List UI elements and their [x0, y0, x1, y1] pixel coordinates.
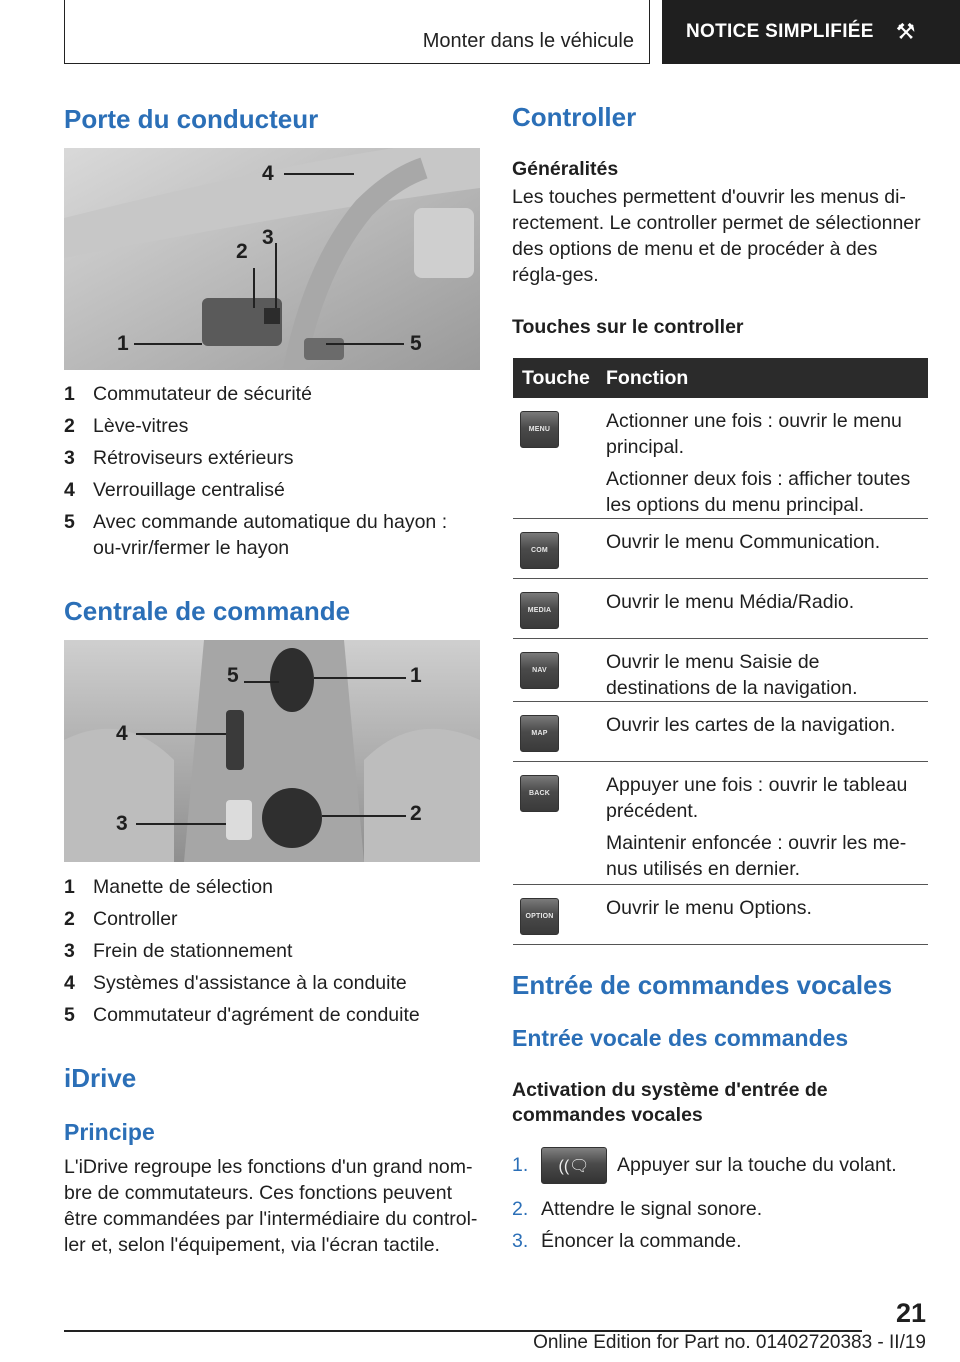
item-number: 4	[64, 479, 75, 501]
voice-command-key-icon: ((🗨	[541, 1147, 607, 1184]
list-item	[64, 506, 480, 561]
console-heading: Centrale de commande	[64, 596, 351, 626]
function-text: Ouvrir le menu Options.	[606, 897, 812, 919]
console-callout-5: 5	[227, 664, 239, 687]
door-callout-4: 4	[262, 162, 274, 185]
option-key-icon: OPTION	[520, 898, 559, 935]
column-header-function: Fonction	[606, 366, 689, 389]
function-text: Ouvrir les cartes de la navigation.	[606, 714, 896, 736]
step-number: 2.	[512, 1197, 529, 1220]
table-header	[513, 358, 928, 398]
item-text: Manette de sélection	[93, 876, 273, 898]
item-number: 5	[64, 1004, 75, 1026]
item-text: Frein de stationnement	[93, 940, 293, 962]
voice-heading: Entrée de commandes vocales	[512, 970, 893, 1000]
item-number: 2	[64, 415, 75, 437]
function-text: Maintenir enfoncée : ouvrir les me-nus utilisés en dernier.	[606, 832, 907, 880]
item-text: Commutateur de sécurité	[93, 383, 312, 405]
list-item	[512, 1138, 928, 1193]
list-item	[64, 378, 480, 410]
map-key-icon: MAP	[520, 715, 559, 752]
section-title: Monter dans le véhicule	[422, 30, 634, 52]
item-number: 3	[64, 940, 75, 962]
list-item	[512, 1225, 928, 1257]
step-number: 1.	[512, 1154, 529, 1176]
list-item	[64, 474, 480, 506]
list-item	[64, 871, 480, 903]
console-callout-2: 2	[410, 802, 422, 825]
item-number: 4	[64, 972, 75, 994]
function-text: Ouvrir le menu Saisie de destinations de la navigation.	[606, 651, 858, 699]
item-number: 3	[64, 447, 75, 469]
voice-subheading: Entrée vocale des commandes	[512, 1025, 849, 1051]
function-text: Ouvrir le menu Média/Radio.	[606, 591, 855, 613]
keys-heading: Touches sur le controller	[512, 316, 744, 338]
general-heading: Généralités	[512, 158, 619, 180]
function-text: Appuyer une fois : ouvrir le tableau précédent.	[606, 774, 908, 822]
table-row	[513, 885, 928, 945]
table-row	[513, 398, 928, 519]
item-number: 2	[64, 908, 75, 930]
step-text: Attendre le signal sonore.	[541, 1197, 763, 1220]
door-heading: Porte du conducteur	[64, 104, 319, 134]
item-number: 1	[64, 383, 75, 405]
item-number: 1	[64, 876, 75, 898]
item-text: Commutateur d'agrément de conduite	[93, 1004, 420, 1026]
idrive-paragraph: L'iDrive regroupe les fonctions d'un grand nom-bre de commutateurs. Ces fonctions peuvent être commandées par l'intermédiaire du control-ler et, selon l'équipement, via l'écran tactile.	[64, 1156, 478, 1256]
list-item	[64, 999, 480, 1031]
item-text: Controller	[93, 908, 178, 930]
column-header-key: Touche	[522, 366, 590, 389]
step-text: Énoncer la commande.	[541, 1229, 742, 1252]
general-paragraph: Les touches permettent d'ouvrir les menus di-rectement. Le controller permet de sélectionner des options de menu et de procéder à des régla-ges.	[512, 186, 921, 286]
controller-heading: Controller	[512, 102, 637, 132]
menu-key-icon: MENU	[520, 411, 559, 448]
list-item	[64, 410, 480, 442]
item-text: Avec commande automatique du hayon : ou-vrir/fermer le hayon	[93, 511, 448, 559]
door-callout-2: 2	[236, 240, 248, 263]
door-panel-photo	[64, 148, 480, 370]
list-item	[64, 442, 480, 474]
notice-tab-label: NOTICE SIMPLIFIÉE	[686, 21, 874, 42]
wrench-tool-icon: ⚒	[895, 19, 916, 44]
item-text: Systèmes d'assistance à la conduite	[93, 972, 407, 994]
function-text: Actionner deux fois : afficher toutes les options du menu principal.	[606, 468, 911, 516]
idrive-subheading: Principe	[64, 1119, 155, 1145]
item-number: 5	[64, 511, 75, 533]
function-text: Actionner une fois : ouvrir le menu principal.	[606, 410, 902, 458]
table-row	[513, 519, 928, 579]
list-item	[64, 967, 480, 999]
media-key-icon: MEDIA	[520, 592, 559, 629]
console-legend	[64, 871, 480, 1031]
step-text: Appuyer sur la touche du volant.	[617, 1154, 897, 1176]
back-key-icon: BACK	[520, 775, 559, 812]
list-item	[64, 903, 480, 935]
idrive-heading: iDrive	[64, 1063, 137, 1093]
table-row	[513, 579, 928, 639]
list-item	[64, 935, 480, 967]
activation-heading: Activation du système d'entrée de commandes vocales	[512, 1079, 828, 1126]
item-text: Lève-vitres	[93, 415, 189, 437]
table-row	[513, 702, 928, 762]
function-text: Ouvrir le menu Communication.	[606, 531, 881, 553]
table-row	[513, 639, 928, 702]
door-callout-5: 5	[410, 332, 422, 355]
step-number: 3.	[512, 1229, 529, 1252]
table-row	[513, 762, 928, 885]
com-key-icon: COM	[520, 532, 559, 569]
edition-note: Online Edition for Part no. 01402720383 - II/19	[533, 1332, 926, 1353]
page-number: 21	[895, 1298, 926, 1328]
list-item	[512, 1193, 928, 1225]
console-callout-1: 1	[410, 664, 422, 687]
nav-key-icon: NAV	[520, 652, 559, 689]
console-callout-3: 3	[116, 812, 128, 835]
voice-steps	[512, 1138, 928, 1257]
console-callout-4: 4	[116, 722, 128, 745]
notice-tab[interactable]	[662, 0, 960, 64]
door-callout-1: 1	[117, 332, 129, 355]
door-legend	[64, 378, 480, 561]
center-console-photo	[64, 640, 480, 862]
item-text: Rétroviseurs extérieurs	[93, 447, 294, 469]
item-text: Verrouillage centralisé	[93, 479, 285, 501]
door-callout-3: 3	[262, 226, 274, 249]
controller-keys-table	[513, 358, 928, 945]
